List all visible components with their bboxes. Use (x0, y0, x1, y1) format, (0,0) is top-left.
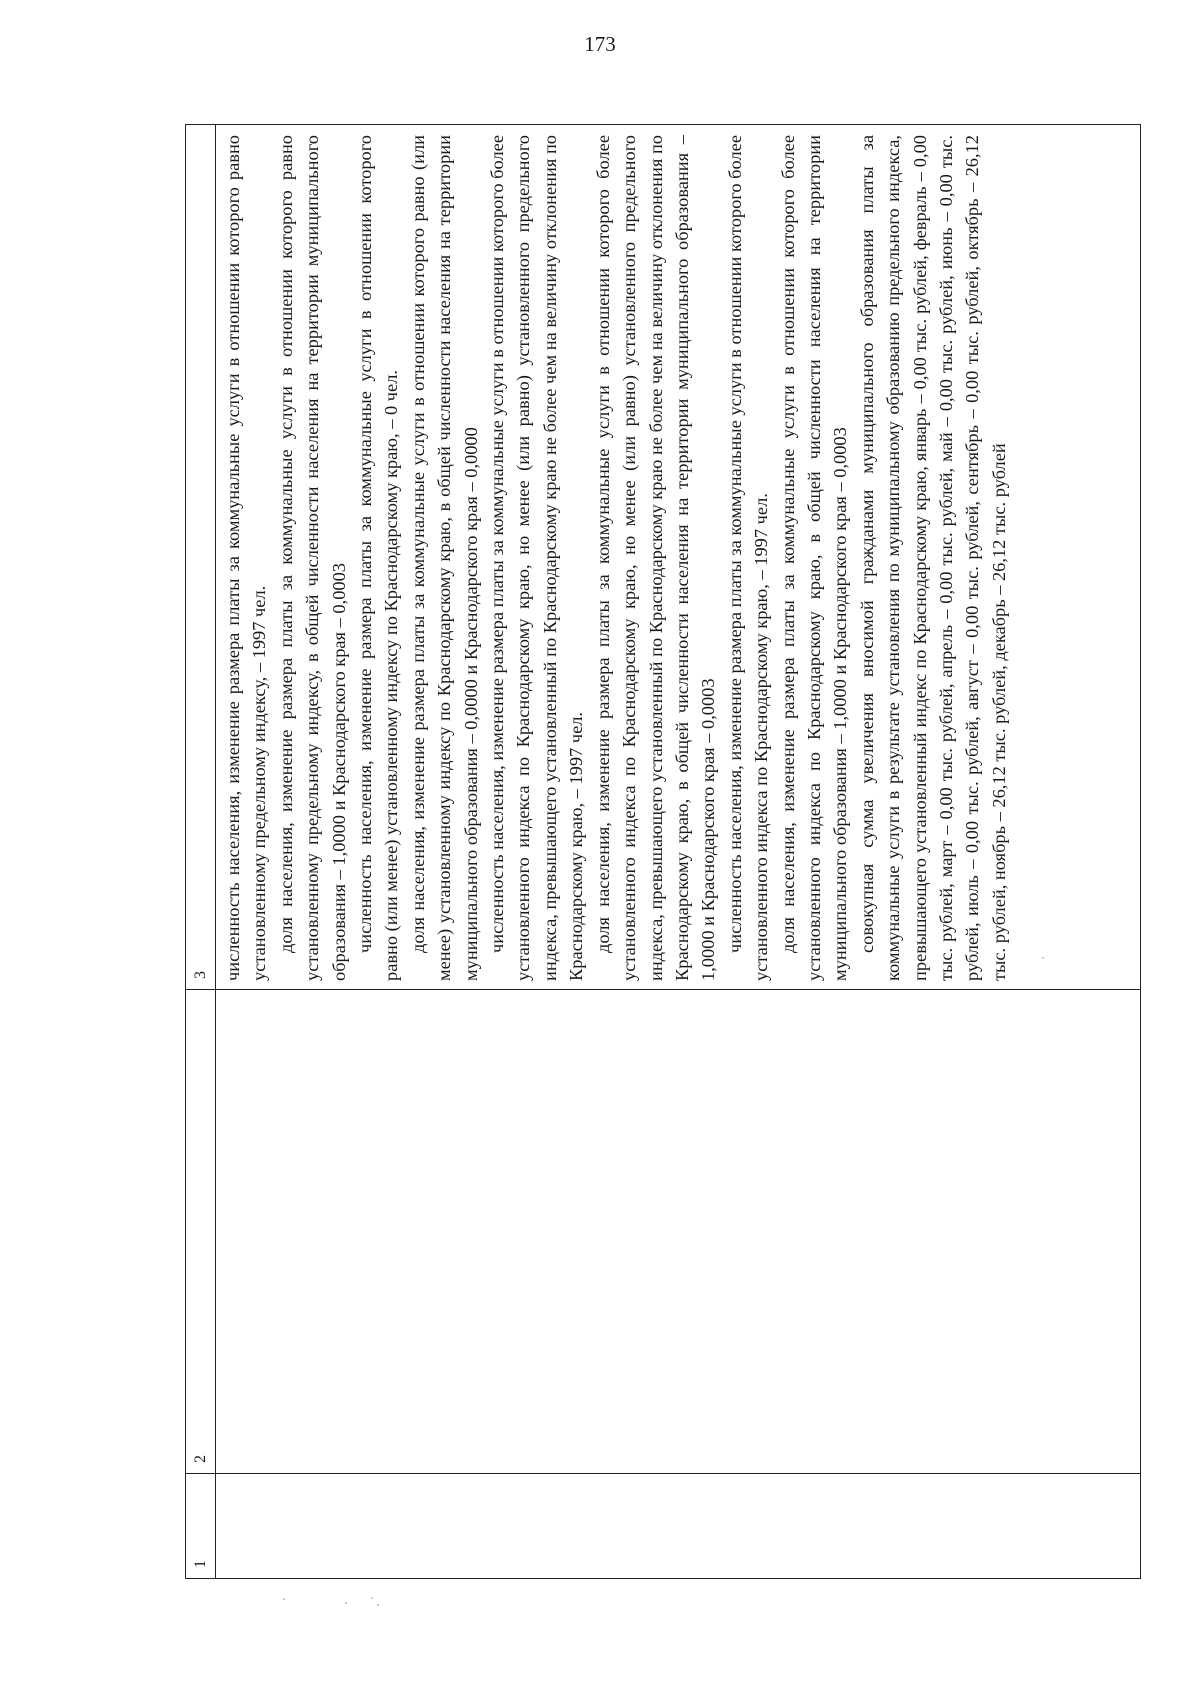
body-col-2 (216, 989, 1140, 1473)
scan-speck (345, 1602, 347, 1604)
rotated-table (185, 124, 1141, 1579)
header-col-2: 2 (186, 989, 215, 1473)
header-col-1: 1 (186, 1473, 215, 1578)
paragraph: доля населения, изменение размера платы за коммунальные услуги в отношении которого равно (или менее) установленному индексу по Краснодарскому краю, в общей численности населения на территории муниципального образования – 0,0000 и Краснодарского края – 0,0000 (407, 135, 481, 981)
paragraph: совокупная сумма увеличения вносимой гражданами муниципального образования платы за коммунальные услуги в результате установления по муниципальному образованию предельного индекса, превышающего установленный индекс по Краснодарскому краю, январь – 0,00 тыс. рублей, февраль – 0,00 тыс. рублей, март – 0,00 тыс. рублей, апрель – 0,00 тыс. рублей, май – 0,00 тыс. рублей, июнь – 0,00 тыс. рублей, июль – 0,00 тыс. рублей, август – 0,00 тыс. рублей, сентябрь – 0,00 тыс. рублей, октябрь – 26,12 тыс. рублей, ноябрь – 26,12 тыс. рублей, декабрь – 26,12 тыс. рублей (856, 135, 1009, 981)
table-header-row (185, 124, 216, 1579)
paragraph: численность населения, изменение размера платы за коммунальные услуги в отношении которого более установленного индекса по Краснодарскому краю, – 1997 чел. (724, 135, 772, 981)
paragraph: численность населения, изменение размера платы за коммунальные услуги в отношении которого равно установленному предельному индексу, – 1997 чел. (223, 135, 270, 981)
paragraph: численность населения, изменение размера платы за коммунальные услуги в отношении которого равно (или менее) установленному индексу по Краснодарскому краю, – 0 чел. (355, 135, 402, 981)
paragraph: доля населения, изменение размера платы за коммунальные услуги в отношении которого равно установленному предельному индексу, в общей численности населения на территории муниципального образования – 1,0000 и Краснодарского края – 0,0003 (275, 135, 349, 981)
page-number: 173 (584, 32, 616, 56)
scan-speck (283, 1598, 285, 1600)
paragraph: доля населения, изменение размера платы за коммунальные услуги в отношении которого более установленного индекса по Краснодарскому краю, но менее (или равно) установленного предельного индекса, превышающего установленный по Краснодарскому краю не более чем на величину отклонения по Краснодарскому краю, в общей численности населения на территории муниципального образования – 1,0000 и Краснодарского края – 0,0003 (592, 135, 719, 981)
paragraph: доля населения, изменение размера платы за коммунальные услуги в отношении которого более установленного индекса по Краснодарскому краю, в общей численности населения на территории муниципального образования – 1,0000 и Краснодарского края – 0,0003 (777, 135, 851, 981)
header-col-3: 3 (192, 971, 209, 979)
table-body-row (216, 124, 1141, 1579)
body-col-3 (216, 125, 1140, 989)
scan-speck (377, 1604, 379, 1606)
scan-speck (371, 1597, 373, 1599)
body-col-1 (216, 1473, 1140, 1578)
paragraph: численность населения, изменение размера платы за коммунальные услуги в отношении которого более установленного индекса по Краснодарскому краю, но менее (или равно) установленного предельного индекса, превышающего установленный по Краснодарскому краю не более чем на величину отклонения по Краснодарскому краю, – 1997 чел. (487, 135, 587, 981)
scan-speck (1042, 957, 1044, 959)
